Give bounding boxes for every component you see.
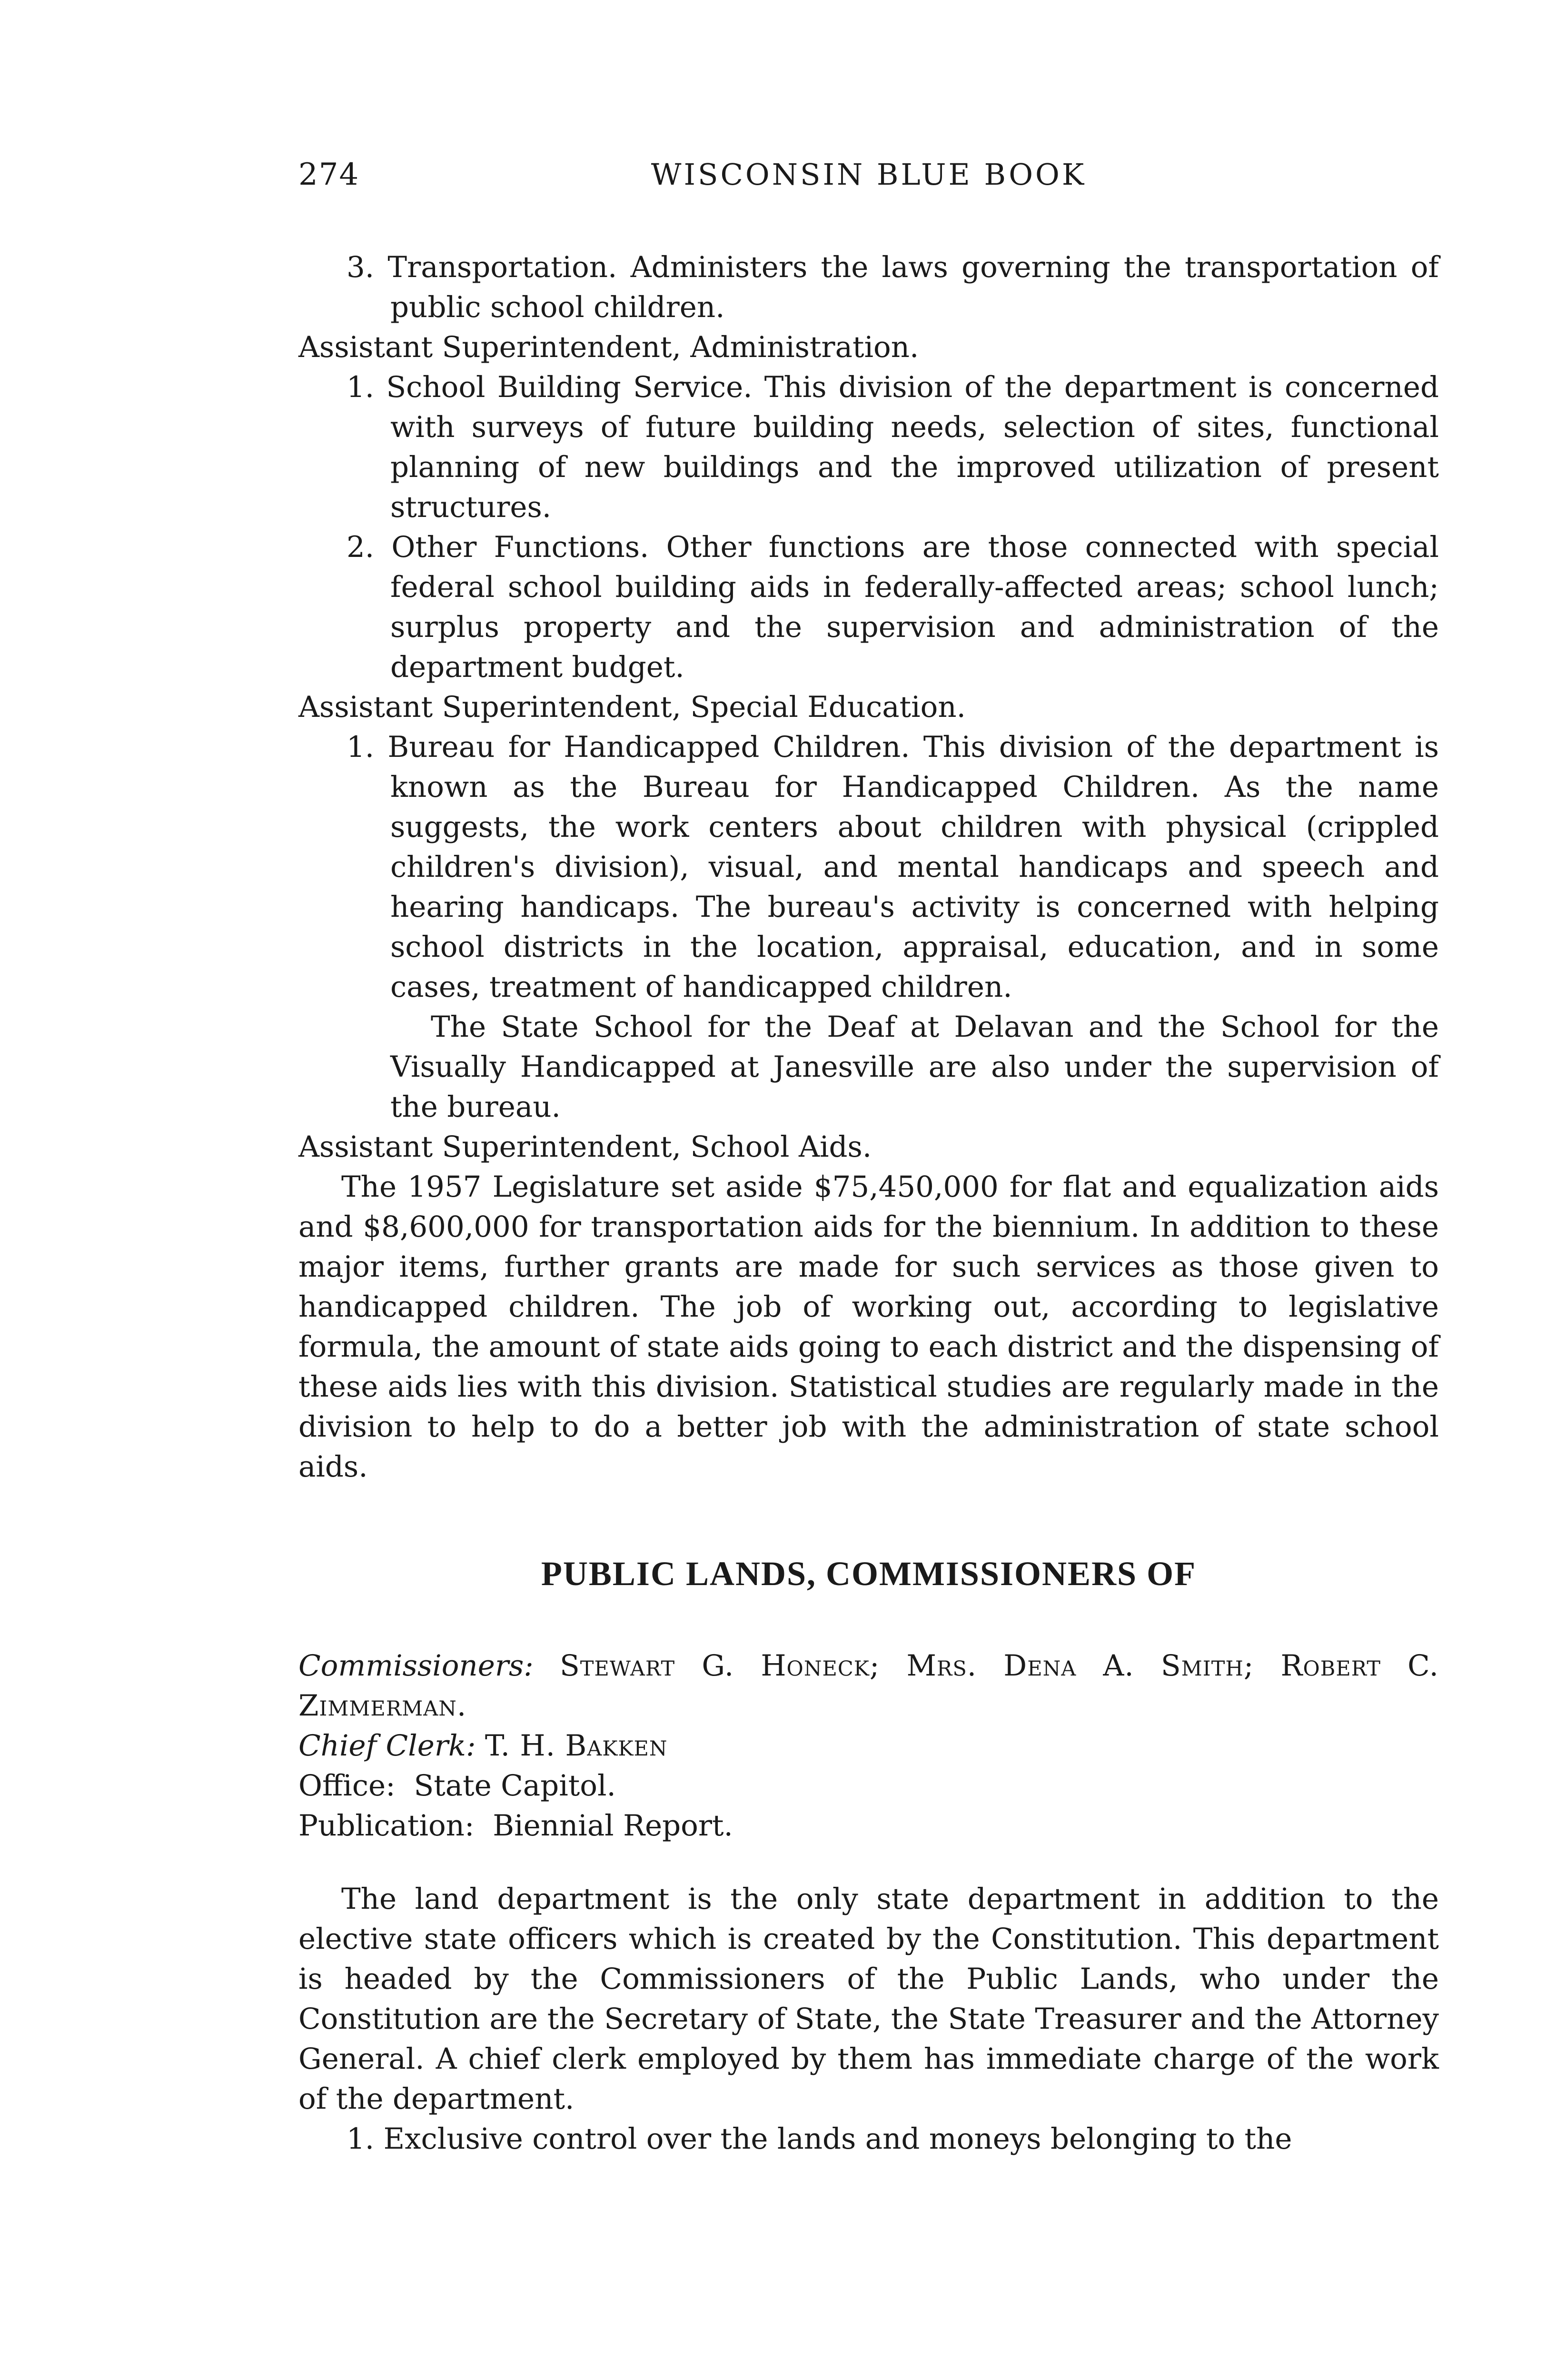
list-item-school-building-service: 1. School Building Service. This division of the department is concerned with surveys of future building needs, selection of sites, functional planning of new buildings and the improved utilization of present structures. — [347, 370, 1439, 524]
list-item-transportation: 3. Transportation. Administers the laws governing the transportation of public school children. — [347, 250, 1439, 324]
page-header — [298, 157, 1439, 200]
list-item-other-functions: 2. Other Functions. Other functions are those connected with special federal school building aids in federally-affected areas; school lunch; surplus property and the supervision and administration of the department budget. — [347, 530, 1439, 684]
subheading-administration: Assistant Superintendent, Administration. — [298, 330, 919, 364]
paragraph-state-schools: The State School for the Deaf at Delavan and the School for the Visually Handicapped at Janesville are also under the supervision of the bureau. — [390, 1010, 1439, 1124]
paragraph-land-department: The land department is the only state department in addition to the elective state officers which is created by the Constitution. This department is headed by the Commissioners of the Public Lands, who under the Constitution are the Secretary of State, the State Treasurer and the Attorney General. A chief clerk employed by them has immediate charge of the work of the department. — [298, 1882, 1439, 2116]
publication-line: Publication: Biennial Report. — [298, 1809, 733, 1843]
list-item-exclusive-control: 1. Exclusive control over the lands and moneys belonging to the — [347, 2122, 1292, 2156]
body-text — [298, 248, 1439, 2159]
list-item-bureau-handicapped: 1. Bureau for Handicapped Children. This division of the department is known as the Bureau for Handicapped Children. As the name suggests, the work centers about children with physical (crippled children's division), visual, and mental handicaps and speech and hearing handicaps. The bureau's activity is concerned with helping school districts in the location, appraisal, education, and in some cases, treatment of handicapped children. — [347, 730, 1439, 1004]
section-title: PUBLIC LANDS, COMMISSIONERS OF — [541, 1555, 1197, 1593]
chief-clerk-value: T. H. Bakken — [485, 1729, 668, 1763]
spacer — [298, 1846, 1439, 1879]
subheading-special-education: Assistant Superintendent, Special Education. — [298, 690, 966, 724]
office-line: Office: State Capitol. — [298, 1769, 616, 1803]
chief-clerk-line — [298, 1726, 1439, 1766]
paragraph-school-aids: The 1957 Legislature set aside $75,450,000 for flat and equalization aids and $8,600,000 for transportation aids for the biennium. In addition to these major items, further grants are made for such services as those given to handicapped children. The job of working out, according to legislative formula, the amount of state aids going to each district and the dispensing of these aids lies with this division. Statistical studies are regularly made in the division to help to do a better job with the administration of state school aids. — [298, 1170, 1439, 1484]
subheading-school-aids: Assistant Superintendent, School Aids. — [298, 1130, 872, 1164]
running-title: WISCONSIN BLUE BOOK — [651, 157, 1087, 192]
commissioners-line — [298, 1646, 1439, 1726]
page-number: 274 — [298, 157, 360, 192]
commissioners-label: Commissioners: — [298, 1649, 534, 1683]
commissioners-value: Stewart G. Honeck; Mrs. Dena A. Smith; Robert C. Zimmerman. — [298, 1649, 1439, 1723]
chief-clerk-label: Chief Clerk: — [298, 1729, 476, 1763]
